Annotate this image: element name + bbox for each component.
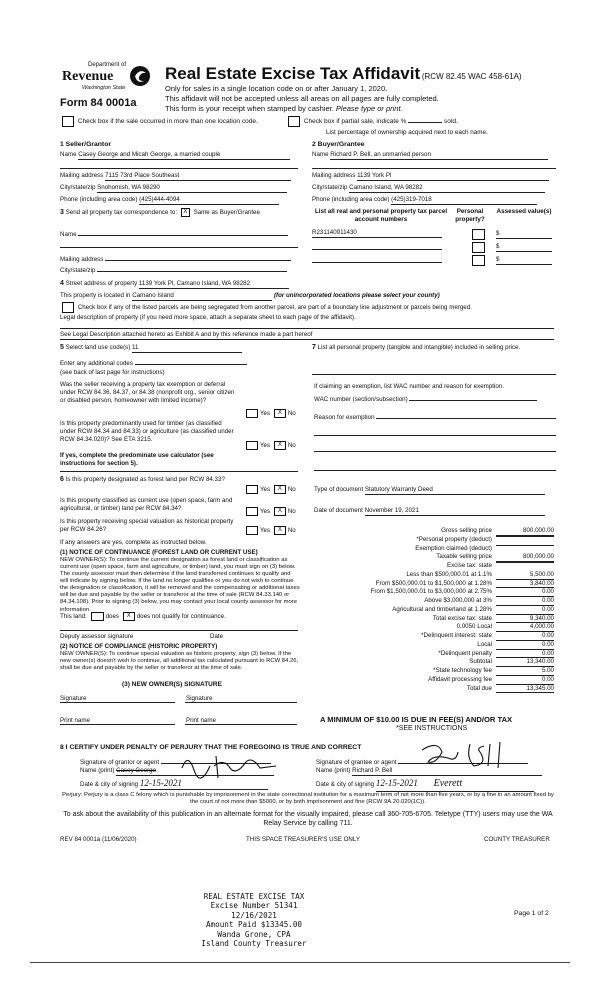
tax-row bbox=[314, 606, 554, 615]
historic-answers bbox=[244, 526, 296, 535]
assessed-col-header: Assessed value(s) bbox=[496, 208, 552, 215]
signature-label-1: Signature bbox=[60, 695, 87, 702]
tax-row-value[interactable]: 5,500.00 bbox=[496, 571, 554, 580]
tax-row-value[interactable]: 0.00 bbox=[496, 650, 554, 659]
tax-row-label: *Delinquent penalty bbox=[438, 649, 492, 657]
header-line3 bbox=[165, 104, 403, 113]
tax-row-label: Exemption claimed (deduct) bbox=[415, 544, 492, 552]
corr-name-field[interactable] bbox=[78, 228, 288, 236]
grantee-date-row bbox=[316, 778, 534, 792]
tax-row-value[interactable]: 800,000.00 bbox=[496, 553, 554, 562]
tax-row-label: Excise tax: state bbox=[446, 562, 492, 569]
header-line3-a: This form is your receipt when stamped by cashier. bbox=[165, 104, 334, 113]
reason-label: Reason for exemption bbox=[314, 414, 375, 421]
tax-row bbox=[314, 667, 554, 676]
section7-number: 7 bbox=[312, 344, 316, 351]
grantee-name-label: Name (print) bbox=[316, 767, 351, 774]
no-label: No bbox=[287, 410, 296, 418]
treasurer-only: THIS SPACE TREASURER'S USE ONLY bbox=[246, 836, 360, 843]
this-land-row bbox=[60, 612, 226, 621]
tax-row-label: Total excise tax: state bbox=[432, 614, 492, 622]
grantee-date-label: Date & city of signing bbox=[316, 781, 375, 788]
no-label: No bbox=[287, 527, 296, 535]
tax-row-label: Affidavit processing fee bbox=[428, 675, 492, 683]
seller-phone-label: Phone (including area code) bbox=[60, 196, 138, 203]
buyer-mailing-label: Mailing address bbox=[312, 172, 356, 179]
reason-field[interactable] bbox=[376, 411, 556, 419]
tax-row-label: Gross selling price bbox=[441, 527, 492, 534]
certify-heading: 8 I CERTIFY UNDER PENALTY OF PERJURY THAT THE FOREGOING IS TRUE AND CORRECT bbox=[60, 744, 362, 751]
tax-row-label: Subtotal bbox=[469, 658, 492, 666]
buyer-name-label: Name bbox=[312, 151, 329, 158]
section4-number: 4 bbox=[60, 280, 64, 287]
tax-row-label: *Personal property (deduct) bbox=[416, 535, 492, 543]
seller-heading: 1 Seller/Grantor bbox=[60, 141, 111, 148]
tax-row bbox=[314, 580, 554, 589]
seller-mailing-label: Mailing address bbox=[60, 172, 104, 179]
personal-property-checkbox-2[interactable] bbox=[472, 242, 485, 253]
deputy-signature-line[interactable] bbox=[60, 630, 298, 631]
boundary-checkbox[interactable] bbox=[62, 302, 74, 313]
wa-state-logo-icon bbox=[128, 64, 152, 88]
corr-city-label: City/state/zip bbox=[60, 267, 96, 274]
reason-line-3[interactable] bbox=[314, 451, 556, 452]
exempt-label: If claiming an exemption, list WAC number and reason for exemption. bbox=[314, 383, 504, 390]
stamp-line1: REAL ESTATE EXCISE TAX bbox=[203, 892, 305, 901]
located-label: This property is located in bbox=[60, 292, 131, 299]
buyer-phone-row bbox=[312, 196, 556, 205]
personal-property-row bbox=[312, 344, 556, 353]
rev-number: REV 84 0001a (11/06/2020) bbox=[60, 836, 137, 843]
corr-mailing-label: Mailing address bbox=[60, 256, 104, 263]
doc-date-value[interactable]: November 19, 2021 bbox=[365, 507, 545, 516]
additional-codes-row bbox=[60, 357, 247, 368]
tax-row bbox=[314, 676, 554, 685]
located-note: (for unincorporated locations please select your county) bbox=[273, 292, 440, 299]
grantee-sig-label: Signature of grantee or agent bbox=[316, 759, 397, 766]
grantor-name-value: Casey George bbox=[116, 767, 157, 774]
header-line2: This affidavit will not be accepted unless all areas on all pages are fully completed. bbox=[165, 94, 439, 103]
additional-codes-label: Enter any additional codes bbox=[60, 360, 133, 367]
exemption-no-checkbox[interactable]: X bbox=[274, 409, 286, 418]
assessed-value-1[interactable] bbox=[496, 230, 552, 239]
tax-row bbox=[314, 632, 554, 641]
yes-label: Yes bbox=[260, 442, 271, 450]
form-number: Form 84 0001a bbox=[60, 97, 137, 109]
section6-number: 6 bbox=[60, 476, 64, 483]
additional-codes-field[interactable] bbox=[135, 357, 247, 365]
this-land-label: This land: bbox=[60, 613, 87, 621]
section3-number: 3 bbox=[60, 209, 64, 217]
treasurer-stamp bbox=[170, 892, 338, 949]
doc-type-label: Type of document bbox=[314, 486, 364, 493]
seller-mailing-row bbox=[60, 172, 298, 181]
tax-row-value[interactable]: 3,840.00 bbox=[496, 580, 554, 589]
header-line3-b: Please type or print. bbox=[335, 104, 403, 113]
tax-row-value[interactable]: 5.00 bbox=[496, 667, 554, 676]
corr-blank-line[interactable] bbox=[60, 247, 298, 248]
tax-row-value[interactable]: 9,340.00 bbox=[496, 615, 554, 624]
corr-name-row bbox=[60, 228, 298, 239]
exemption-question: Was the seller receiving a property tax exemption or deferral under RCW 84.36, 84.37, or 84.38 (nonprofit org., senior citizen or disabled person, homeowner with limited income)? bbox=[60, 381, 235, 404]
dollar-sign: $ bbox=[496, 230, 500, 237]
corr-city-row bbox=[60, 264, 298, 275]
seller-phone-row bbox=[60, 196, 298, 205]
tax-row bbox=[314, 650, 554, 659]
corr-name-label: Name bbox=[60, 231, 77, 238]
notice1-text: NEW OWNER(S): To continue the current designation as forest land or classification as current use (open space, farm and agriculture, or timber) land, you must sign on (3) below. The county assessor must then determine if the land transferred continues to qualify and will indicate by signing below. If the land no longer qualifies or you do not wish to continue the designation or classification, it will be removed and the compensating or additional taxes will be due and payable by the seller or transferor at the time of sale (RCW 84.33.140 or 84.34.108). Prior to signing (3) below, you may contact your local county assessor for more information. bbox=[60, 557, 300, 613]
seller-mailing-value[interactable]: 7115 73rd Place Southeast bbox=[105, 172, 291, 181]
tax-row-label: 0.0050 Local bbox=[456, 623, 492, 631]
wac-field[interactable] bbox=[409, 393, 537, 401]
buyer-name-value[interactable]: Richard P. Bell, an unmarried person bbox=[330, 151, 548, 160]
tax-row-label: Above $3,000,000 at 3% bbox=[424, 597, 492, 604]
buyer-mailing-row bbox=[312, 172, 556, 181]
list-pct-note: List percentage of ownership acquired next to each name. bbox=[326, 129, 488, 136]
notice1-heading: (1) NOTICE OF CONTINUANCE (FOREST LAND OR CURRENT USE) bbox=[60, 549, 258, 556]
buyer-phone-label: Phone (including area code) bbox=[312, 196, 390, 203]
timber-answers bbox=[244, 441, 296, 450]
wac-label: WAC number (section/subsection) bbox=[314, 396, 408, 403]
stamp-line5: Wanda Grone, CPA bbox=[217, 929, 291, 939]
correspondence-row bbox=[60, 208, 260, 218]
no-label: No bbox=[287, 486, 296, 494]
notice2-heading: (2) NOTICE OF COMPLIANCE (HISTORIC PROPERTY) bbox=[60, 643, 218, 650]
tax-row-value[interactable]: 0.00 bbox=[496, 632, 554, 641]
dept-line1: Department of bbox=[88, 62, 127, 68]
street-address-value[interactable]: 1139 York Pl, Camano Island, WA 98282 bbox=[139, 280, 289, 289]
personal-col-header: Personal property? bbox=[455, 208, 485, 223]
stamp-line2: Excise Number 51341 bbox=[210, 901, 298, 911]
tax-row-value[interactable]: 4,000.00 bbox=[496, 623, 554, 632]
seller-city-label: City/state/zip bbox=[60, 184, 96, 191]
tax-row-value[interactable]: 0.00 bbox=[496, 606, 554, 615]
boundary-row bbox=[60, 302, 472, 313]
land-use-value[interactable]: 11 bbox=[132, 344, 242, 353]
grantee-name-row bbox=[316, 767, 542, 776]
correspondence-label: Send all property tax correspondence to: bbox=[65, 209, 178, 217]
same-as-buyer-checkbox[interactable]: X bbox=[181, 208, 190, 217]
does-checkbox[interactable] bbox=[91, 612, 104, 621]
located-value[interactable]: Camano Island bbox=[132, 292, 272, 301]
tax-row bbox=[314, 641, 554, 650]
corr-mailing-field[interactable] bbox=[105, 253, 291, 261]
wac-row bbox=[314, 393, 537, 404]
street-address-label: Street address of property bbox=[65, 280, 138, 287]
buyer-phone-value[interactable]: (425)319-7018 bbox=[391, 196, 537, 205]
deputy-date-label: Date bbox=[210, 633, 224, 640]
partial-pct-field[interactable] bbox=[408, 122, 442, 123]
tax-row bbox=[314, 536, 554, 545]
partial-sale-checkbox[interactable] bbox=[288, 116, 300, 127]
no-label: No bbox=[287, 442, 296, 450]
doc-type-row bbox=[314, 486, 545, 495]
page-number: Page 1 of 2 bbox=[514, 910, 549, 917]
rcw-text: (RCW 82.45 WAC 458-61A) bbox=[421, 72, 522, 81]
form-title bbox=[165, 63, 522, 84]
corr-mailing-row bbox=[60, 253, 298, 264]
forest-question: Is this property designated as forest land per RCW 84.33? bbox=[65, 476, 225, 483]
if-yes-note: If yes, complete the predominate use calculator (see instructions for section 5). bbox=[60, 452, 214, 467]
seller-name-value[interactable]: Casey George and Micah George, a married couple bbox=[78, 151, 290, 160]
tax-row bbox=[314, 527, 554, 536]
tax-row bbox=[314, 658, 554, 667]
multi-location-row bbox=[60, 116, 258, 127]
no-label: No bbox=[287, 508, 296, 516]
personal-property-checkbox-1[interactable] bbox=[472, 229, 485, 240]
forest-answers bbox=[244, 485, 296, 494]
buyer-blank-line[interactable] bbox=[312, 168, 556, 169]
tax-row-value[interactable]: 0.00 bbox=[496, 676, 554, 685]
tax-row bbox=[314, 615, 554, 624]
land-use-label: Select land use code(s) bbox=[65, 344, 131, 351]
header-line1: Only for sales in a single location code on or after January 1, 2020. bbox=[165, 84, 388, 93]
buyer-heading: 2 Buyer/Grantee bbox=[312, 141, 365, 148]
current-use-answers bbox=[244, 507, 296, 516]
assessed-value-2[interactable] bbox=[496, 243, 552, 252]
tax-row bbox=[314, 545, 554, 554]
grantee-date-value: 12-15-2021 bbox=[375, 778, 418, 788]
reason-line-2[interactable] bbox=[314, 435, 556, 436]
deputy-label: Deputy assessor signature bbox=[60, 633, 134, 640]
located-row bbox=[60, 292, 440, 301]
tax-row-value[interactable]: 800,000.00 bbox=[496, 527, 554, 536]
street-address-row bbox=[60, 280, 289, 289]
notice3-heading: (3) NEW OWNER(S) SIGNATURE bbox=[122, 681, 222, 688]
current-use-yes-checkbox[interactable] bbox=[246, 507, 258, 516]
seller-phone-value[interactable]: (425)444-4094 bbox=[139, 196, 279, 205]
buyer-city-value[interactable]: Camano Island, WA 98282 bbox=[349, 184, 545, 193]
tax-row-value[interactable]: 0.00 bbox=[496, 588, 554, 597]
stamp-line4: Amount Paid $13345.00 bbox=[205, 920, 302, 930]
alt-format-note: To ask about the availability of this publication in an alternate format for the visually impaired, please call 360-705-6705. Teletype (TTY) users may use the WA Relay Service by calling 711. bbox=[63, 811, 553, 827]
seller-city-row bbox=[60, 184, 298, 193]
perjury-note: Perjury: Perjury is a class C felony which is punishable by imprisonment in the state correctional institution for a maximum term of not more than five years, or by a fine in an amount fixed by the court of not more than $5000, or by both imprisonment and fine (RCW 9A.20.020(1C)). bbox=[62, 792, 554, 806]
corr-city-field[interactable] bbox=[97, 264, 287, 272]
timber-no-checkbox[interactable]: X bbox=[274, 441, 286, 450]
tax-row-value[interactable]: 13,345.00 bbox=[496, 685, 554, 694]
same-as-buyer-label: Same as Buyer/Grantee bbox=[193, 209, 260, 217]
tax-row-value[interactable]: 13,340.00 bbox=[496, 658, 554, 667]
parcel-col-header: List all real and personal property tax parcel account numbers bbox=[314, 208, 448, 223]
parcel-number[interactable]: R231140911430 bbox=[312, 229, 442, 238]
forest-question-row bbox=[60, 476, 240, 485]
print-name-label-1: Print name bbox=[60, 717, 90, 724]
buyer-city-row bbox=[312, 184, 556, 193]
if-any-note: If any answers are yes, complete as instructed below. bbox=[60, 539, 207, 546]
grantee-name-value[interactable]: Richard P. Bell bbox=[352, 767, 542, 776]
buyer-name-row bbox=[312, 151, 556, 160]
tax-row-value[interactable]: 0.00 bbox=[496, 641, 554, 650]
doc-date-label: Date of document bbox=[314, 507, 363, 514]
signature-label-2: Signature bbox=[186, 695, 213, 702]
boundary-label: Check box if any of the listed parcels are being segregated from another parcel, are part of a boundary line adjustment or parcels being merged. bbox=[77, 304, 472, 312]
timber-yes-checkbox[interactable] bbox=[246, 441, 258, 450]
seller-blank-line[interactable] bbox=[60, 168, 298, 169]
tax-row bbox=[314, 623, 554, 632]
does-not-label: does not qualify for continuance. bbox=[136, 613, 226, 621]
tax-row bbox=[314, 553, 554, 562]
dept-line2: Revenue bbox=[62, 69, 114, 84]
tax-row-label: Local bbox=[477, 640, 492, 648]
reason-row bbox=[314, 411, 556, 422]
forest-no-checkbox[interactable]: X bbox=[274, 485, 286, 494]
bottom-rule bbox=[30, 962, 570, 963]
tax-row-label: Less than $500,000.01 at 1.1% bbox=[406, 570, 492, 578]
timber-question: Is this property predominantly used for timber (as classified under RCW 84.34 and 84.33) or agriculture (as classified under RCW 84.34.020)? See ETA 3215. bbox=[60, 420, 234, 443]
assessed-value-3[interactable] bbox=[496, 256, 552, 265]
tax-row-label: Total due bbox=[466, 684, 492, 692]
see-back-note: (see back of last page for instructions) bbox=[60, 369, 165, 376]
buyer-mailing-value[interactable]: 1139 York Pl bbox=[357, 172, 549, 181]
doc-date-row bbox=[314, 507, 545, 516]
tax-row-label: *State technology fee bbox=[433, 667, 492, 674]
grantor-date-value[interactable]: 12-15-2021 bbox=[140, 778, 268, 790]
notice2-text: NEW OWNER(S): To continue special valuation as historic property, sign (3) below. If the new owner(s) doesn't wish to continue, all additional tax calculated pursuant to RCW 84.26, shall be due and payable by the seller or transferor at the time of sale. bbox=[60, 651, 299, 672]
parcel-line-2[interactable] bbox=[312, 249, 442, 250]
dollar-sign: $ bbox=[496, 243, 500, 250]
current-use-no-checkbox[interactable]: X bbox=[274, 507, 286, 516]
historic-yes-checkbox[interactable] bbox=[246, 526, 258, 535]
seller-name-row bbox=[60, 151, 298, 160]
tax-row-label: From $500,000.01 to $1,500,000 at 1.28% bbox=[375, 579, 492, 587]
reason-line-4[interactable] bbox=[314, 470, 556, 471]
tax-row bbox=[314, 588, 554, 597]
personal-property-label: List all personal property (tangible and intangible) included in selling price. bbox=[317, 344, 521, 351]
multi-location-label: Check box if the sale occurred in more than one location code. bbox=[77, 118, 258, 126]
tax-row-value[interactable] bbox=[496, 562, 554, 563]
yes-label: Yes bbox=[260, 486, 271, 494]
grantee-date-field[interactable] bbox=[376, 778, 534, 792]
tax-row bbox=[314, 562, 554, 571]
yes-label: Yes bbox=[260, 508, 271, 516]
tax-row-label: *Delinquent interest: state bbox=[421, 632, 492, 639]
legal-text[interactable]: See Legal Description attached hereto as Exhibit A and by this reference made a part hereof bbox=[60, 331, 554, 340]
partial-sale-label: Check box if partial sale, indicate % bbox=[303, 118, 407, 126]
tax-row-label: From $1,500,000.01 to $3,000,000 at 2.75% bbox=[370, 588, 492, 596]
partial-sale-row bbox=[286, 116, 458, 127]
land-use-row bbox=[60, 344, 242, 353]
does-not-checkbox[interactable]: X bbox=[123, 612, 135, 621]
dept-line3: Washington State bbox=[82, 85, 126, 91]
legal-label: Legal description of property (if you need more space, attach a separate sheet to each page of the affidavit). bbox=[60, 314, 356, 321]
grantor-name-label: Name (print) bbox=[80, 767, 115, 774]
county-treasurer: COUNTY TREASURER bbox=[484, 836, 550, 843]
tax-row bbox=[314, 597, 554, 606]
grantor-sig-label: Signature of grantor or agent bbox=[80, 759, 160, 766]
tax-row-value[interactable]: 0.00 bbox=[496, 597, 554, 606]
tax-row-value[interactable] bbox=[496, 545, 554, 546]
dollar-sign: $ bbox=[496, 256, 500, 263]
legal-blank-line[interactable] bbox=[60, 328, 554, 329]
stamp-line6: Island County Treasurer bbox=[201, 939, 307, 949]
exemption-yes-checkbox[interactable] bbox=[246, 409, 258, 418]
grantor-date-label: Date & city of signing bbox=[80, 781, 139, 788]
sold-label: sold. bbox=[444, 118, 458, 126]
does-label: does bbox=[105, 613, 119, 621]
tax-row-value[interactable] bbox=[496, 536, 554, 537]
seller-name-label: Name bbox=[60, 151, 77, 158]
tax-row bbox=[314, 685, 554, 694]
exemption-answers bbox=[244, 409, 296, 418]
doc-type-value[interactable]: Statutory Warranty Deed bbox=[365, 486, 545, 495]
historic-no-checkbox[interactable]: X bbox=[274, 526, 286, 535]
buyer-city-label: City/state/zip bbox=[312, 184, 348, 191]
parcel-line-3[interactable] bbox=[312, 262, 442, 263]
title-text: Real Estate Excise Tax Affidavit bbox=[165, 64, 421, 83]
grantee-city-value: Everett bbox=[433, 778, 463, 789]
personal-property-field[interactable] bbox=[312, 374, 556, 375]
see-instructions: *SEE INSTRUCTIONS bbox=[396, 725, 468, 732]
stamp-line3: 12/16/2021 bbox=[231, 910, 277, 920]
tax-row bbox=[314, 571, 554, 580]
multi-location-checkbox[interactable] bbox=[62, 116, 74, 127]
personal-property-checkbox-3[interactable] bbox=[472, 255, 485, 266]
yes-label: Yes bbox=[260, 527, 271, 535]
current-use-question: Is this property classified as current use (open space, farm and agricultural, or timber) land per RCW 84.34? bbox=[60, 497, 233, 512]
grantor-signature-icon bbox=[176, 748, 286, 784]
print-name-label-2: Print name bbox=[186, 717, 216, 724]
seller-city-value[interactable]: Snohomish, WA 98290 bbox=[97, 184, 287, 193]
forest-yes-checkbox[interactable] bbox=[246, 485, 258, 494]
section6-divider bbox=[60, 471, 298, 472]
yes-label: Yes bbox=[260, 410, 271, 418]
tax-row-label: Agricultural and timberland at 1.28% bbox=[392, 605, 492, 613]
minimum-fee-note: A MINIMUM OF $10.00 IS DUE IN FEE(S) AND/OR TAX bbox=[320, 715, 513, 724]
historic-question: Is this property receiving special valuation as historical property per RCW 84.26? bbox=[60, 518, 234, 533]
tax-row-label: Taxable selling price bbox=[436, 553, 492, 561]
section5-number: 5 bbox=[60, 344, 64, 351]
